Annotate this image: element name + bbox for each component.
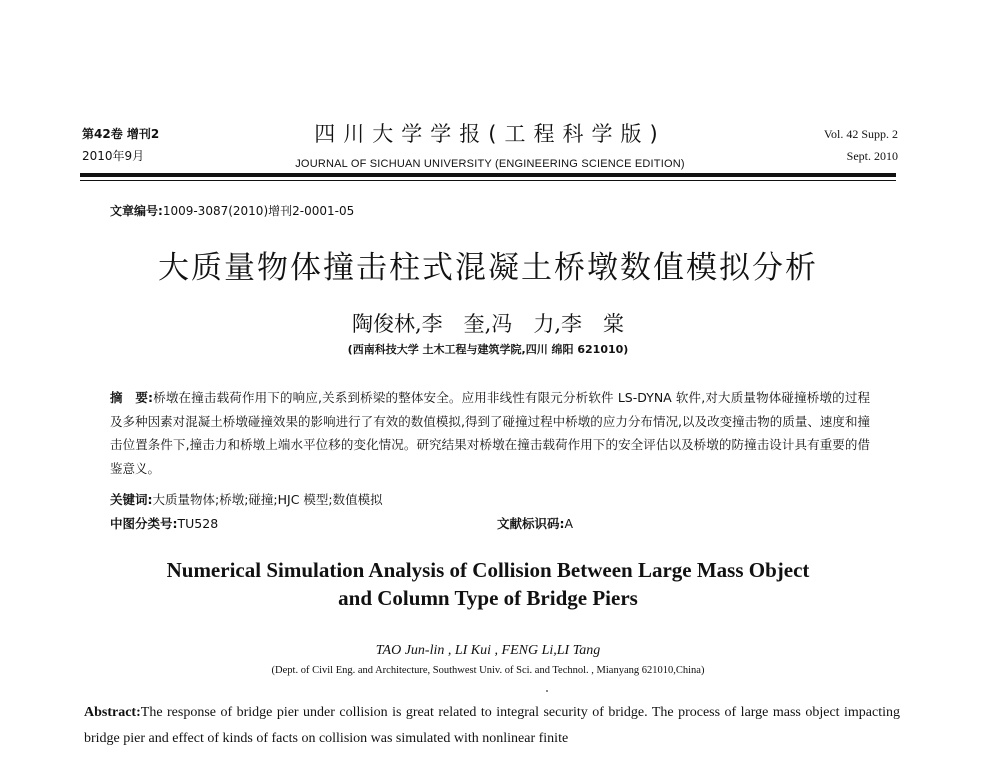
keywords-label: 关键词: xyxy=(110,492,153,507)
keywords-cn xyxy=(110,490,383,508)
article-number xyxy=(110,202,354,219)
date-cn: 2010年9月 xyxy=(82,149,145,163)
abstract-cn-label: 摘 要: xyxy=(110,390,154,405)
abstract-en-label: Abstract: xyxy=(84,705,141,720)
paper-title-en-line1: Numerical Simulation Analysis of Collision Between Large Mass Object xyxy=(166,558,810,582)
affiliation-cn: (西南科技大学 土木工程与建筑学院,四川 绵阳 621010) xyxy=(347,343,629,356)
article-number-label: 文章编号: xyxy=(110,204,163,218)
clc-value: TU528 xyxy=(177,516,219,531)
keywords-value: 大质量物体;桥墩;碰撞;HJC 模型;数值模拟 xyxy=(152,492,383,507)
header-volume-date-en xyxy=(824,123,898,167)
abstract-en xyxy=(84,700,900,752)
clc-label: 中图分类号: xyxy=(110,516,178,531)
abstract-en-text: The response of bridge pier under collision is great related to integral security of bridge. The process of large mass object impacting bridge pier and effect of kinds of facts on collision was simulated with nonlinear finite xyxy=(84,705,900,746)
abstract-cn-text: 桥墩在撞击载荷作用下的响应,关系到桥梁的整体安全。应用非线性有限元分析软件 LS-DYNA 软件,对大质量物体碰撞桥墩的过程及多种因素对混凝土桥墩碰撞效果的影响进行了有效的数值模拟,得到了碰撞过程中桥墩的应力分布情况,以及改变撞击物的质量、速度和撞击位置条件下,撞击力和桥墩上端水平位移的变化情况。研究结果对桥墩在撞击载荷作用下的安全评估以及桥墩的防撞击设计具有重要的借鉴意义。 xyxy=(110,390,870,476)
document-code-value: A xyxy=(564,516,574,531)
volume-en: Vol. 42 Supp. 2 xyxy=(823,127,898,141)
document-code xyxy=(497,514,573,532)
volume-cn: 第42卷 增刊2 xyxy=(82,127,160,141)
header-rule-thick xyxy=(80,173,896,177)
paper-title-en xyxy=(80,556,896,612)
authors-en: TAO Jun-lin , LI Kui , FENG Li,LI Tang xyxy=(375,643,601,658)
journal-title-cn: 四川大学学报(工程科学版) xyxy=(314,122,666,146)
document-code-label: 文献标识码: xyxy=(497,516,565,531)
stray-mark xyxy=(546,690,548,692)
journal-masthead xyxy=(250,118,730,170)
clc-number xyxy=(110,514,218,532)
authors-cn: 陶俊林,李 奎,冯 力,李 棠 xyxy=(351,312,625,336)
affiliation-en: (Dept. of Civil Eng. and Architecture, Southwest Univ. of Sci. and Technol. , Mianyang 621010,China) xyxy=(271,665,705,676)
paper-title-en-line2: and Column Type of Bridge Piers xyxy=(338,586,638,610)
header-rule-thin xyxy=(80,180,896,181)
date-en: Sept. 2010 xyxy=(846,149,898,163)
article-number-value: 1009-3087(2010)增刊2-0001-05 xyxy=(162,204,355,218)
header-volume-date-cn xyxy=(82,123,159,167)
abstract-cn xyxy=(110,386,870,480)
paper-title-cn: 大质量物体撞击柱式混凝土桥墩数值模拟分析 xyxy=(158,250,818,286)
journal-title-en: JOURNAL OF SICHUAN UNIVERSITY (ENGINEERING SCIENCE EDITION) xyxy=(295,158,685,170)
